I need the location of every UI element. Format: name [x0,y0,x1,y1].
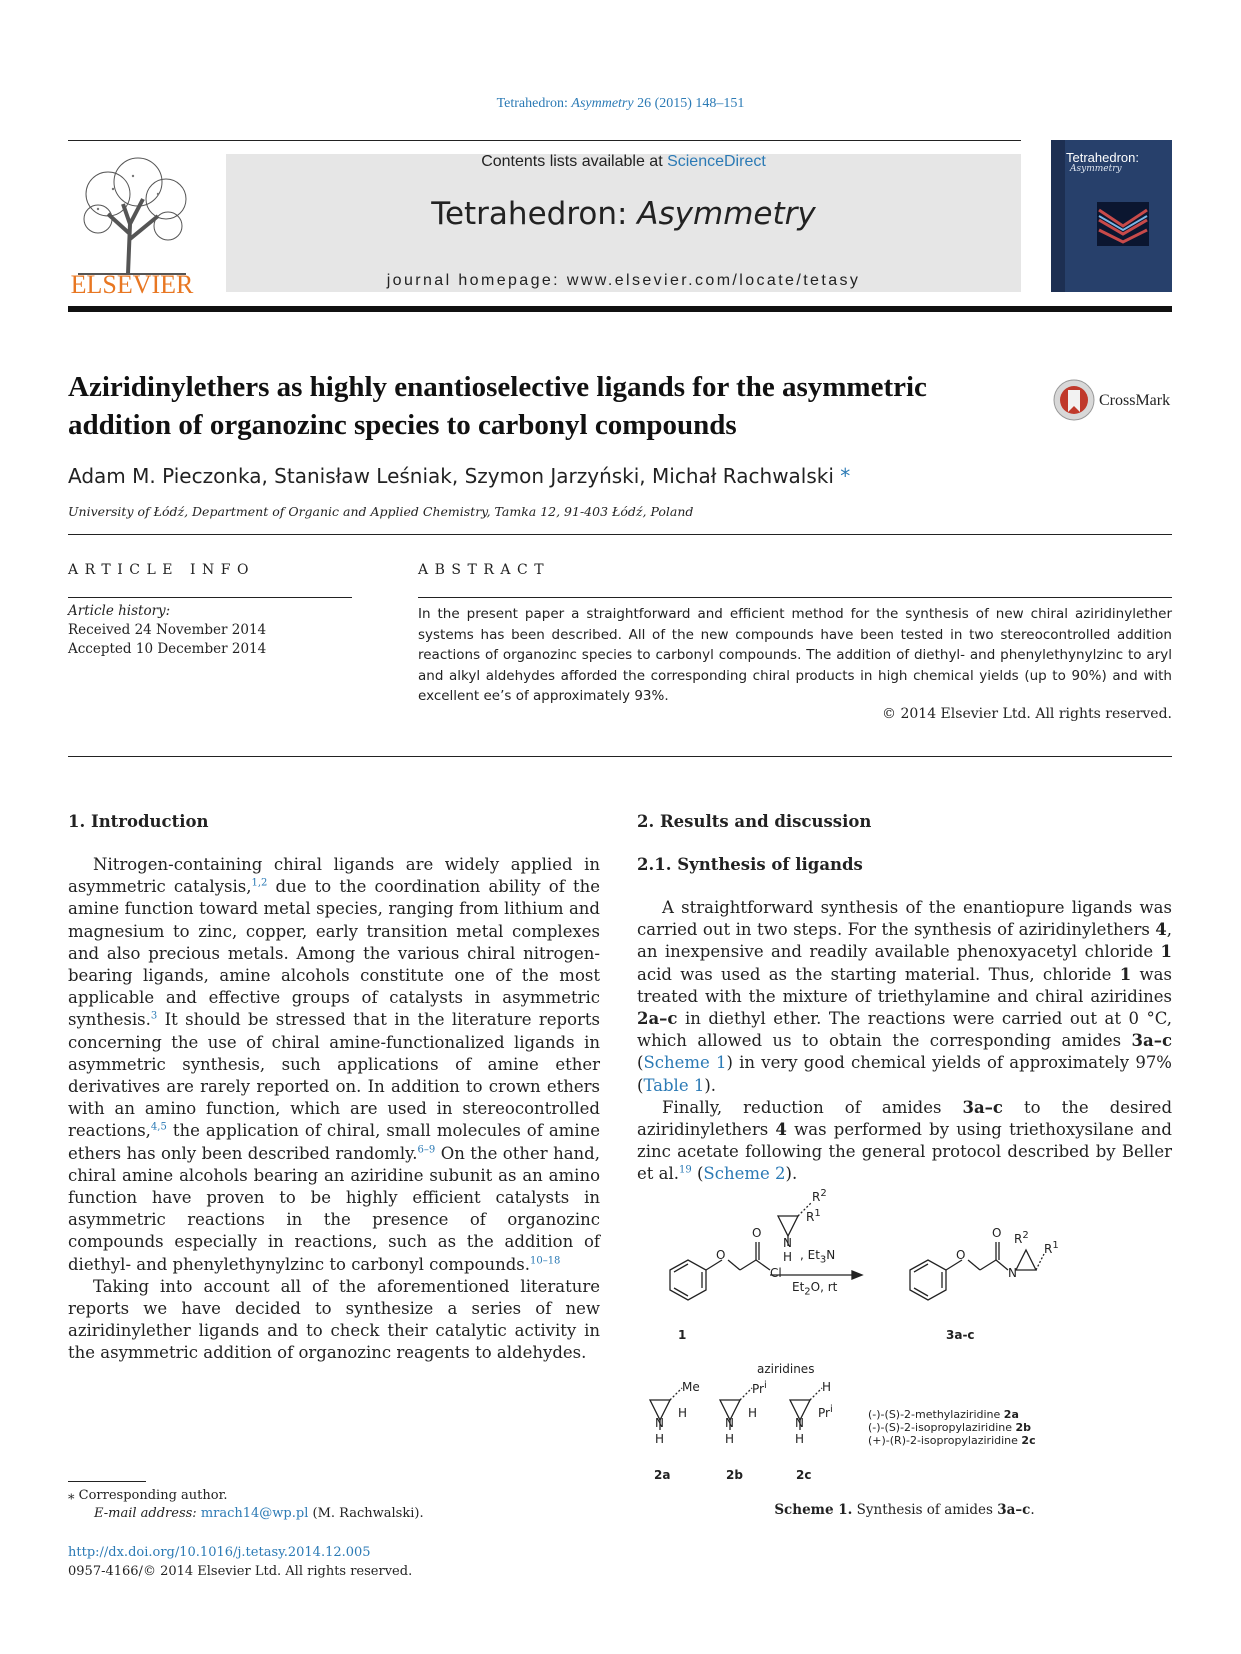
abstract-heading: ABSTRACT [418,562,551,578]
et3n-label: , $Et_3N$ [800,1248,836,1266]
chloride-label: Cl [770,1266,782,1280]
cover-subtitle: Asymmetry [1070,164,1122,174]
author-list: Adam M. Pieczonka, Stanisław Leśniak, Szymon Jarzyński, Michał Rachwalski * [68,464,851,488]
scheme-1-figure [640,1180,1170,1490]
abstract-bottom-rule [68,756,1172,757]
2c-nh-label: H [795,1432,805,1446]
ether-o-label: O [716,1248,726,1262]
scheme-1-link[interactable]: Scheme 1 [643,1053,727,1073]
masthead-thick-rule [68,306,1172,312]
reagent-r2-label: $R^2$ [812,1188,827,1204]
publisher-wordmark: ELSEVIER [70,270,194,299]
2c-h-label: H [822,1380,832,1394]
2b-nh-label: H [725,1432,735,1446]
2b-h-label: H [748,1406,758,1420]
crossmark-label[interactable]: CrossMark [1099,392,1171,409]
2a-me-label: Me [682,1380,700,1394]
doi-block [68,1543,412,1581]
ref-3[interactable]: 3 [150,1010,158,1022]
product-r1-label: $R^1$ [1044,1240,1059,1256]
received-date: Received 24 November 2014 [68,622,267,638]
product-ether-o-label: O [956,1248,966,1262]
aziridines-label: aziridines [757,1362,815,1376]
journal-citation: Tetrahedron: Asymmetry 26 (2015) 148–151 [496,96,745,111]
corresponding-author-note: ⁎ Corresponding author. [68,1488,228,1503]
title-rule [68,534,1172,535]
compound-1-label: 1 [678,1328,687,1342]
contents-line: Contents lists available at ScienceDirect [481,153,766,170]
results-paragraph-2: Finally, reduction of amides 3a–c to the desired aziridinylethers 4 was performed by using triethoxysilane and zinc acetate following the general protocol described by Beller et al.$^{19}$ (Scheme 2). [637,1097,1173,1184]
doi-link[interactable]: http://dx.doi.org/10.1016/j.tetasy.2014.12.005 [68,1545,371,1560]
email-note: E-mail address: mrach14@wp.pl (M. Rachwalski). [94,1506,424,1521]
cover-title: Tetrahedron: [1066,150,1139,165]
2b-pr-label: Pr$^i$ [752,1380,767,1396]
reagent-r1-label: $R^1$ [806,1208,821,1224]
product-r2-label: $R^2$ [1014,1230,1029,1246]
synthesis-subheading: 2.1. Synthesis of ligands [637,855,863,874]
intro-paragraph-1: Nitrogen-containing chiral ligands are widely applied in asymmetric catalysis,$^{1,2}$ due to the coordination ability of the amine function toward metal species, ranging from lithium and magnesium to zinc, copper, early transition metal complexes and also precious metals. Among the various chiral nitrogen-bearing ligands, amine alcohols constitute one of the most applicable and effective groups of catalysts in asymmetric synthesis.$^3$ It should be stressed that in the literature reports concerning the use of chiral amine-functionalized ligands in asymmetric synthesis, such applications of amine ether derivatives are rarely reported on. In addition to crown ethers with an amino function, which are used in stereocontrolled reactions,$^{4,5}$ the application of chiral, small molecules of amine ethers has only been described randomly.$^{6-9}$ On the other hand, chiral amine alcohols bearing an aziridine subunit as an amino function have proven to be highly efficient catalysts in asymmetric reactions in the presence of organozinc compounds especially in reactions, such as the addition of diethyl- and phenylethynylzinc to carbonyl compounds.$^{10-18}$ [68,855,600,1274]
reagent-n-label: N [783,1236,792,1250]
ref-6-9[interactable]: 6–9 [417,1144,436,1156]
results-body [637,897,1172,1186]
sciencedirect-link[interactable]: ScienceDirect [667,153,766,170]
ref-4-5[interactable]: 4,5 [150,1121,167,1133]
article-title: Aziridinylethers as highly enantioselective ligands for the asymmetric addition of organozinc species to carbonyl compounds [68,371,927,441]
2b-n-label: N [725,1416,734,1430]
introduction-heading: 1. Introduction [68,812,209,831]
solvent-label: $Et_2O$, rt [792,1280,838,1298]
2a-label: 2a [654,1468,671,1482]
scheme-1-caption: Scheme 1. Synthesis of amides 3a–c. [774,1502,1035,1518]
article-history: Article history: Received 24 November 2014 Accepted 10 December 2014 [68,603,267,657]
footnote-rule [68,1481,146,1482]
header-rule [68,140,1021,141]
carbonyl-o-label: O [752,1226,762,1240]
introduction-body [68,854,600,1365]
scheme-2-link[interactable]: Scheme 2 [703,1164,786,1184]
2c-n-label: N [795,1416,804,1430]
2c-pr-label: Pr$^i$ [818,1404,833,1420]
abstract-text: In the present paper a straightforward and efficient method for the synthesis of new chiral aziridinylether systems has been described. All of the new compounds have been tested in two stereocontrolled addition reactions of organozinc species to carbonyl compounds. The addition of diethyl- and phenylethynylzinc to aryl and alkyl aldehydes afforded the corresponding chiral products in high chemical yields (up to 90%) and with excellent ee’s of approximately 93%. [418,606,1172,704]
product-carbonyl-o-label: O [992,1226,1002,1240]
issn-line: 0957-4166/© 2014 Elsevier Ltd. All rights reserved. [68,1564,413,1579]
ref-19[interactable]: 19 [679,1164,692,1176]
2b-label: 2b [726,1468,743,1482]
accepted-date: Accepted 10 December 2014 [68,641,267,657]
abstract-copyright: © 2014 Elsevier Ltd. All rights reserved. [882,706,1172,722]
results-heading: 2. Results and discussion [637,812,872,831]
compound-3ac-label: 3a-c [946,1328,975,1342]
2a-h-label: H [678,1406,688,1420]
results-paragraph-1: A straightforward synthesis of the enantiopure ligands was carried out in two steps. For the synthesis of aziridinylethers 4, an inexpensive and readily available phenoxyacetyl chloride 1 acid was used as the starting material. Thus, chloride 1 was treated with the mixture of triethylamine and chiral aziridines 2a–c in diethyl ether. The reactions were carried out at 0 °C, which allowed us to obtain the corresponding amides 3a–c (Scheme 1) in very good chemical yields of approximately 97% (Table 1). [637,898,1172,1095]
ref-1-2[interactable]: 1,2 [251,877,268,889]
affiliation: University of Łódź, Department of Organic and Applied Chemistry, Tamka 12, 91-403 Łódź, Poland [68,504,694,519]
table-1-link[interactable]: Table 1 [643,1075,705,1095]
journal-name: Tetrahedron: Asymmetry [431,196,816,232]
email-link[interactable]: mrach14@wp.pl [200,1506,309,1521]
article-info-rule [68,597,352,598]
aziridine-legend: (-)-(S)-2-methylaziridine 2a (-)-(S)-2-isopropylaziridine 2b (+)-(R)-2-isopropylaziridine 2c [868,1408,1036,1447]
2a-n-label: N [655,1416,664,1430]
crossmark-icon[interactable] [1052,378,1096,422]
intro-paragraph-2: Taking into account all of the aforementioned literature reports we have decided to synthesize a series of new aziridinylether ligands and to check their catalytic activity in the asymmetric addition of organozinc reagents to aldehydes. [68,1276,600,1363]
abstract-rule [418,597,1172,598]
2c-label: 2c [796,1468,812,1482]
reagent-h-label: H [783,1250,793,1264]
article-info-heading: ARTICLE INFO [68,562,255,578]
2a-nh-label: H [655,1432,665,1446]
product-n-label: N [1008,1266,1017,1280]
corresponding-author-mark[interactable]: * [840,464,851,488]
journal-homepage[interactable]: journal homepage: www.elsevier.com/locate/tetasy [386,272,861,289]
ref-10-18[interactable]: 10–18 [529,1255,561,1267]
